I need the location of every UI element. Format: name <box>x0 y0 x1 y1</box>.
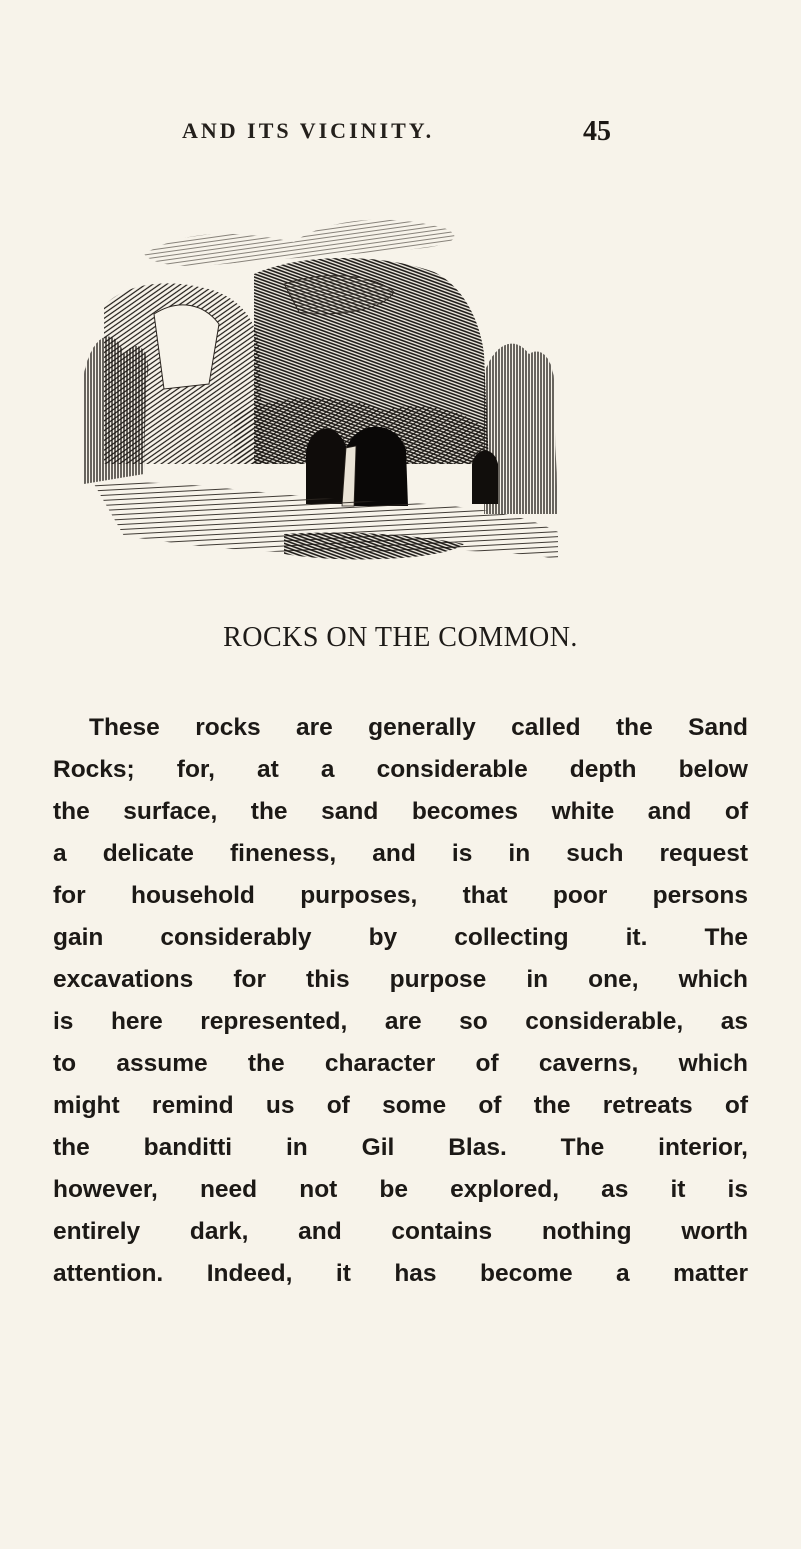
text-line: might remind us of some of the retreats of <box>53 1092 748 1119</box>
text-line: to assume the character of caverns, which <box>53 1050 748 1077</box>
text-line: for household purposes, that poor persons <box>53 882 748 909</box>
text-line: gain considerably by collecting it. The <box>53 924 748 951</box>
rocks-engraving <box>84 214 558 574</box>
body-paragraph <box>53 707 748 1295</box>
text-line: These rocks are generally called the Sand <box>89 714 748 741</box>
page-number: 45 <box>583 116 611 147</box>
text-line: however, need not be explored, as it is <box>53 1176 748 1203</box>
running-head: AND ITS VICINITY. <box>182 118 435 143</box>
text-line: Rocks; for, at a considerable depth below <box>53 756 748 783</box>
rock-face-light <box>154 305 219 389</box>
cave-left <box>306 429 346 504</box>
text-line: entirely dark, and contains nothing worth <box>53 1218 748 1245</box>
text-line: the banditti in Gil Blas. The interior, <box>53 1134 748 1161</box>
cave-right <box>472 451 498 505</box>
illustration-caption: ROCKS ON THE COMMON. <box>223 622 578 653</box>
sky-clouds <box>144 220 454 266</box>
text-line: excavations for this purpose in one, which <box>53 966 748 993</box>
text-line: a delicate fineness, and is in such request <box>53 840 748 867</box>
text-line: the surface, the sand becomes white and of <box>53 798 748 825</box>
trees-left <box>84 337 148 484</box>
text-line: is here represented, are so considerable, as <box>53 1008 748 1035</box>
text-line: attention. Indeed, it has become a matter <box>53 1260 748 1287</box>
